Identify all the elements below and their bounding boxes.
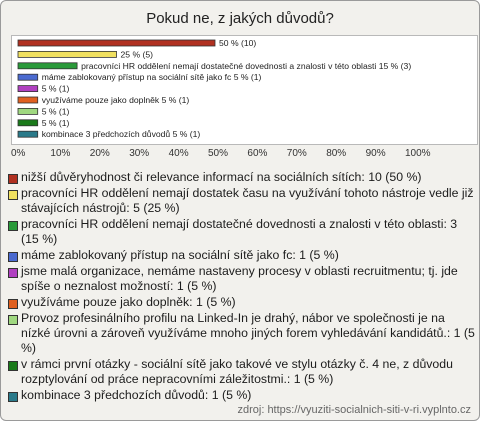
legend-item — [7, 248, 475, 263]
bar-chart — [12, 36, 477, 144]
bar-label-8: 5 % (1) — [41, 117, 70, 128]
bar-8 — [18, 120, 38, 126]
bar-label-4: máme zablokovaný přístup na sociální sítě jako fc 5 % (1) — [41, 72, 262, 83]
bar-label-5: 5 % (1) — [41, 83, 70, 94]
x-tick-label: 30% — [129, 148, 150, 159]
source-note: zdroj: https://vyuziti-socialnich-siti-v-ri.vyplnto.cz — [237, 404, 471, 416]
bar-6 — [18, 97, 38, 103]
legend-item — [7, 311, 475, 356]
bar-5 — [18, 86, 38, 92]
chart-title: Pokud ne, z jakých důvodů? — [146, 10, 334, 27]
bar-label-9: kombinace 3 předchozích důvodů 5 % (1) — [41, 129, 201, 140]
legend-item — [7, 357, 475, 387]
legend-swatch — [8, 252, 18, 262]
legend-label: pracovníci HR oddělení nemají dostatek času na využívání tohoto nástroje vedle již stávajících nástrojů: 5 (25 %) — [21, 186, 474, 215]
legend-swatch — [8, 190, 18, 200]
legend-item — [7, 295, 475, 310]
x-tick-label: 90% — [365, 148, 386, 159]
bar-label-6: využíváme pouze jako doplněk 5 % (1) — [41, 95, 190, 105]
x-tick-label: 100% — [405, 148, 431, 159]
legend-label: Provoz profesinálního profilu na Linked-In je drahý, nábor ve společnosti je na nízké úrovni a zároveň využíváme mnoho jiných forem vyhledávání kandidátů.: 1 (5 %) — [21, 311, 475, 355]
legend-item — [7, 264, 475, 294]
x-tick-label: 50% — [208, 148, 229, 159]
x-axis — [1, 148, 480, 164]
bar-label-3: pracovníci HR oddělení nemají dostatečné dovednosti a znalosti v této oblasti 15 % (3) — [81, 60, 412, 71]
legend-swatch — [8, 221, 18, 231]
x-tick-label: 80% — [326, 148, 347, 159]
legend-item — [7, 217, 475, 247]
legend — [7, 170, 475, 404]
plot-area — [11, 35, 478, 145]
legend-swatch — [8, 315, 18, 325]
legend-label: v rámci první otázky - sociální sítě jako takové ve stylu otázky č. 4 ne, z důvodu rozptylování od práce nepracovními záležitostmi.: 1 (5 %) — [21, 357, 453, 386]
legend-swatch — [8, 392, 18, 402]
bar-7 — [18, 108, 38, 114]
x-tick-label: 40% — [168, 148, 189, 159]
x-tick-label: 20% — [89, 148, 110, 159]
legend-swatch — [8, 268, 18, 278]
bar-2 — [18, 51, 117, 57]
legend-label: pracovníci HR oddělení nemají dostatečné dovednosti a znalosti v této oblasti: 3 (15 %) — [21, 217, 458, 246]
legend-label: nižší důvěryhodnost či relevance informací na sociálních sítích: 10 (50 %) — [21, 170, 422, 184]
legend-label: máme zablokovaný přístup na sociální sítě jako fc: 1 (5 %) — [21, 248, 339, 262]
legend-item — [7, 388, 475, 403]
legend-swatch — [8, 299, 18, 309]
legend-label: jsme malá organizace, nemáme nastaveny procesy v oblasti recruitmentu; tj. jde spíše o neznalost možností: 1 (5 %) — [21, 264, 458, 293]
legend-item — [7, 186, 475, 216]
bar-label-7: 5 % (1) — [41, 106, 70, 117]
legend-swatch — [8, 174, 18, 184]
legend-label: kombinace 3 předchozích důvodů: 1 (5 %) — [21, 388, 252, 402]
bar-3 — [18, 63, 77, 69]
x-tick-label: 70% — [286, 148, 307, 159]
bar-4 — [18, 74, 38, 80]
x-tick-label: 0% — [11, 148, 26, 159]
bar-label-2: 25 % (5) — [120, 49, 153, 60]
bar-9 — [18, 131, 38, 137]
legend-item — [7, 170, 475, 185]
legend-swatch — [8, 361, 18, 371]
legend-label: využíváme pouze jako doplněk: 1 (5 %) — [21, 295, 236, 309]
x-tick-label: 10% — [50, 148, 71, 159]
bar-1 — [18, 40, 215, 46]
x-tick-label: 60% — [247, 148, 268, 159]
bar-label-1: 50 % (10) — [219, 38, 257, 48]
